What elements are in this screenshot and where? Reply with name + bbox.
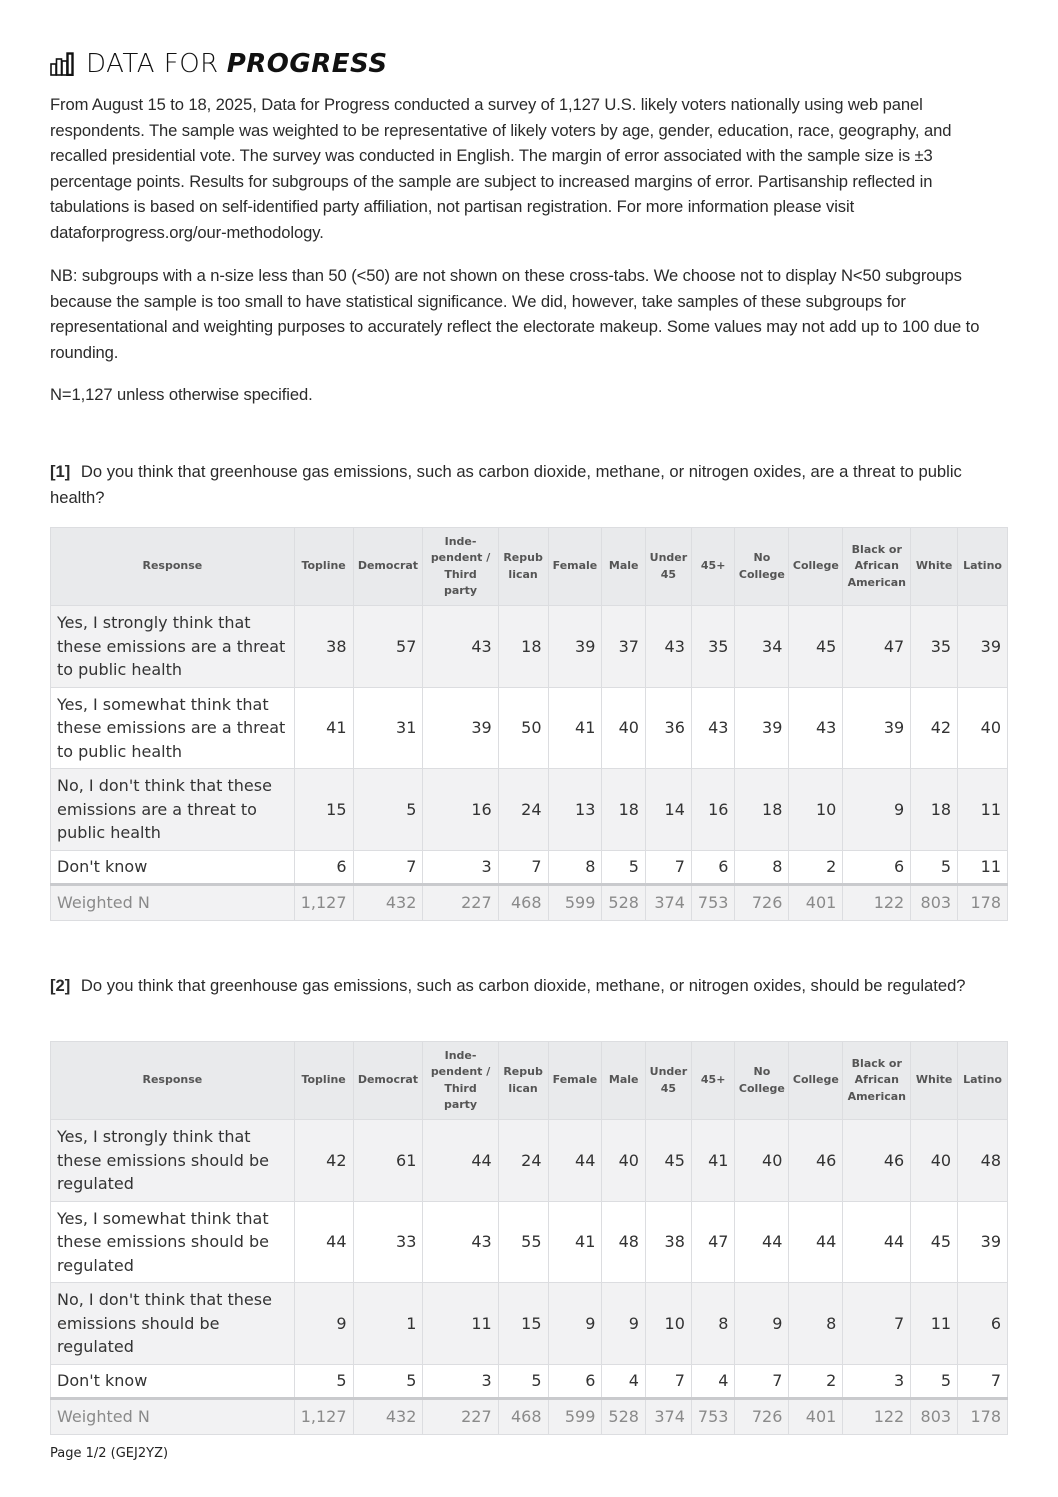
value-cell: 5 — [911, 850, 958, 884]
value-cell: 37 — [602, 606, 646, 688]
value-cell: 44 — [294, 1201, 353, 1283]
response-label: No, I don't think that these emissions should be regulated — [51, 1283, 295, 1365]
header-row — [51, 528, 1008, 606]
value-cell: 45 — [911, 1201, 958, 1283]
value-cell: 6 — [958, 1283, 1008, 1365]
weighted-n-cell: 803 — [911, 884, 958, 920]
weighted-n-cell: 432 — [353, 1398, 423, 1434]
value-cell: 39 — [423, 687, 498, 769]
logo-text-bold: PROGRESS — [226, 49, 388, 79]
value-cell: 11 — [911, 1283, 958, 1365]
crosstab-table-1 — [50, 527, 1008, 921]
table-row — [51, 606, 1008, 688]
value-cell: 39 — [958, 1201, 1008, 1283]
weighted-n-cell: 803 — [911, 1398, 958, 1434]
weighted-n-cell: 599 — [548, 884, 602, 920]
value-cell: 10 — [645, 1283, 691, 1365]
value-cell: 4 — [691, 1364, 735, 1398]
value-cell: 41 — [691, 1120, 735, 1202]
weighted-n-label: Weighted N — [51, 884, 295, 920]
weighted-n-cell: 599 — [548, 1398, 602, 1434]
response-label: Yes, I somewhat think that these emissions should be regulated — [51, 1201, 295, 1283]
weighted-n-cell: 401 — [789, 884, 843, 920]
value-cell: 16 — [691, 769, 735, 851]
weighted-n-cell: 122 — [843, 1398, 911, 1434]
value-cell: 13 — [548, 769, 602, 851]
question-text: Do you think that greenhouse gas emissions, such as carbon dioxide, methane, or nitrogen oxides, are a threat to public health? — [50, 462, 962, 507]
value-cell: 8 — [548, 850, 602, 884]
value-cell: 5 — [911, 1364, 958, 1398]
value-cell: 7 — [843, 1283, 911, 1365]
value-cell: 43 — [691, 687, 735, 769]
column-header: Repub lican — [498, 528, 548, 606]
value-cell: 50 — [498, 687, 548, 769]
column-header: Male — [602, 1042, 646, 1120]
value-cell: 31 — [353, 687, 423, 769]
value-cell: 40 — [911, 1120, 958, 1202]
value-cell: 35 — [691, 606, 735, 688]
logo-text-light: DATA FOR — [86, 49, 219, 79]
value-cell: 9 — [843, 769, 911, 851]
column-header: Under 45 — [645, 528, 691, 606]
value-cell: 34 — [735, 606, 789, 688]
value-cell: 6 — [294, 850, 353, 884]
weighted-n-row — [51, 1398, 1008, 1434]
value-cell: 15 — [294, 769, 353, 851]
column-header: Black or African American — [843, 1042, 911, 1120]
weighted-n-cell: 374 — [645, 884, 691, 920]
value-cell: 5 — [294, 1364, 353, 1398]
value-cell: 18 — [602, 769, 646, 851]
column-header: 45+ — [691, 1042, 735, 1120]
column-header: White — [911, 528, 958, 606]
column-header: Black or African American — [843, 528, 911, 606]
question-number: [2] — [50, 976, 71, 995]
column-header: Democrat — [353, 528, 423, 606]
response-label: Don't know — [51, 850, 295, 884]
weighted-n-cell: 726 — [735, 1398, 789, 1434]
column-header: Topline — [294, 1042, 353, 1120]
question-text: Do you think that greenhouse gas emissions, such as carbon dioxide, methane, or nitrogen oxides, should be regulated? — [80, 976, 966, 995]
value-cell: 3 — [423, 850, 498, 884]
value-cell: 6 — [843, 850, 911, 884]
value-cell: 41 — [548, 1201, 602, 1283]
value-cell: 45 — [645, 1120, 691, 1202]
value-cell: 39 — [548, 606, 602, 688]
value-cell: 5 — [602, 850, 646, 884]
weighted-n-cell: 1,127 — [294, 1398, 353, 1434]
value-cell: 3 — [843, 1364, 911, 1398]
methodology-paragraph: From August 15 to 18, 2025, Data for Progress conducted a survey of 1,127 U.S. likely voters nationally using web panel respondents. The sample was weighted to be representative of likely voters by age, gender, education, race, geography, and recalled presidential vote. The survey was conducted in English. The margin of error associated with the sample size is ±3 percentage points. Results for subgroups of the sample are subject to increased margins of error. Partisanship reflected in tabulations is based on self-identified party affiliation, not partisan registration. For more information please visit dataforprogress.org/our-methodology. — [50, 95, 952, 242]
value-cell: 5 — [498, 1364, 548, 1398]
value-cell: 7 — [645, 850, 691, 884]
weighted-n-cell: 401 — [789, 1398, 843, 1434]
value-cell: 5 — [353, 1364, 423, 1398]
value-cell: 15 — [498, 1283, 548, 1365]
value-cell: 35 — [911, 606, 958, 688]
weighted-n-cell: 1,127 — [294, 884, 353, 920]
value-cell: 11 — [958, 769, 1008, 851]
column-header: No College — [735, 528, 789, 606]
value-cell: 18 — [735, 769, 789, 851]
value-cell: 41 — [548, 687, 602, 769]
column-header: Female — [548, 528, 602, 606]
value-cell: 2 — [789, 1364, 843, 1398]
weighted-n-cell: 227 — [423, 884, 498, 920]
value-cell: 39 — [843, 687, 911, 769]
value-cell: 44 — [843, 1201, 911, 1283]
column-header: Inde- pendent / Third party — [423, 528, 498, 606]
value-cell: 10 — [789, 769, 843, 851]
question-2 — [50, 973, 1010, 999]
value-cell: 43 — [645, 606, 691, 688]
value-cell: 9 — [294, 1283, 353, 1365]
response-label: Yes, I strongly think that these emissions are a threat to public health — [51, 606, 295, 688]
value-cell: 48 — [602, 1201, 646, 1283]
column-header: Inde- pendent / Third party — [423, 1042, 498, 1120]
value-cell: 7 — [645, 1364, 691, 1398]
value-cell: 9 — [602, 1283, 646, 1365]
value-cell: 38 — [294, 606, 353, 688]
question-1 — [50, 459, 1010, 511]
value-cell: 46 — [789, 1120, 843, 1202]
column-header: Under 45 — [645, 1042, 691, 1120]
bar-chart-logo-icon — [50, 52, 74, 76]
value-cell: 18 — [498, 606, 548, 688]
value-cell: 46 — [843, 1120, 911, 1202]
value-cell: 9 — [735, 1283, 789, 1365]
table-row — [51, 769, 1008, 851]
value-cell: 11 — [958, 850, 1008, 884]
table-row — [51, 1283, 1008, 1365]
weighted-n-cell: 432 — [353, 884, 423, 920]
weighted-n-cell: 468 — [498, 884, 548, 920]
value-cell: 41 — [294, 687, 353, 769]
value-cell: 8 — [691, 1283, 735, 1365]
value-cell: 44 — [423, 1120, 498, 1202]
table-row — [51, 850, 1008, 884]
value-cell: 61 — [353, 1120, 423, 1202]
weighted-n-cell: 753 — [691, 884, 735, 920]
value-cell: 43 — [789, 687, 843, 769]
weighted-n-cell: 468 — [498, 1398, 548, 1434]
response-label: Yes, I strongly think that these emissions should be regulated — [51, 1120, 295, 1202]
table-row — [51, 687, 1008, 769]
logo — [50, 49, 388, 79]
value-cell: 42 — [294, 1120, 353, 1202]
value-cell: 40 — [735, 1120, 789, 1202]
value-cell: 44 — [789, 1201, 843, 1283]
value-cell: 9 — [548, 1283, 602, 1365]
weighted-n-cell: 528 — [602, 884, 646, 920]
weighted-n-cell: 178 — [958, 1398, 1008, 1434]
value-cell: 24 — [498, 769, 548, 851]
weighted-n-cell: 122 — [843, 884, 911, 920]
value-cell: 44 — [548, 1120, 602, 1202]
column-header: Latino — [958, 528, 1008, 606]
table-row — [51, 1364, 1008, 1398]
value-cell: 36 — [645, 687, 691, 769]
column-header: 45+ — [691, 528, 735, 606]
value-cell: 2 — [789, 850, 843, 884]
value-cell: 38 — [645, 1201, 691, 1283]
value-cell: 16 — [423, 769, 498, 851]
value-cell: 42 — [911, 687, 958, 769]
value-cell: 55 — [498, 1201, 548, 1283]
value-cell: 4 — [602, 1364, 646, 1398]
weighted-n-cell: 753 — [691, 1398, 735, 1434]
value-cell: 40 — [602, 687, 646, 769]
value-cell: 44 — [735, 1201, 789, 1283]
value-cell: 11 — [423, 1283, 498, 1365]
column-header: Response — [51, 1042, 295, 1120]
table-row — [51, 1120, 1008, 1202]
value-cell: 8 — [735, 850, 789, 884]
response-label: No, I don't think that these emissions are a threat to public health — [51, 769, 295, 851]
column-header: Male — [602, 528, 646, 606]
value-cell: 47 — [691, 1201, 735, 1283]
weighted-n-cell: 374 — [645, 1398, 691, 1434]
value-cell: 6 — [548, 1364, 602, 1398]
value-cell: 1 — [353, 1283, 423, 1365]
column-header: College — [789, 528, 843, 606]
value-cell: 47 — [843, 606, 911, 688]
column-header: No College — [735, 1042, 789, 1120]
value-cell: 39 — [735, 687, 789, 769]
value-cell: 18 — [911, 769, 958, 851]
weighted-n-cell: 227 — [423, 1398, 498, 1434]
value-cell: 7 — [958, 1364, 1008, 1398]
question-number: [1] — [50, 462, 71, 481]
value-cell: 24 — [498, 1120, 548, 1202]
value-cell: 40 — [602, 1120, 646, 1202]
page-footer: Page 1/2 (GEJ2YZ) — [50, 1446, 169, 1461]
weighted-n-cell: 726 — [735, 884, 789, 920]
column-header: College — [789, 1042, 843, 1120]
column-header: White — [911, 1042, 958, 1120]
value-cell: 6 — [691, 850, 735, 884]
value-cell: 33 — [353, 1201, 423, 1283]
value-cell: 8 — [789, 1283, 843, 1365]
weighted-n-cell: 528 — [602, 1398, 646, 1434]
table-row — [51, 1201, 1008, 1283]
response-label: Don't know — [51, 1364, 295, 1398]
value-cell: 14 — [645, 769, 691, 851]
nb-paragraph: NB: subgroups with a n-size less than 50 (<50) are not shown on these cross-tabs. We choose not to display N<50 subgroups because the sample is too small to have statistical significance. We did, however, take samples of these subgroups for representational and weighting purposes to accurately reflect the electorate makeup. Some values may not add up to 100 due to rounding. — [50, 266, 980, 362]
value-cell: 48 — [958, 1120, 1008, 1202]
value-cell: 5 — [353, 769, 423, 851]
crosstab-table-2 — [50, 1041, 1008, 1435]
value-cell: 7 — [498, 850, 548, 884]
value-cell: 40 — [958, 687, 1008, 769]
value-cell: 3 — [423, 1364, 498, 1398]
weighted-n-label: Weighted N — [51, 1398, 295, 1434]
weighted-n-row — [51, 884, 1008, 920]
value-cell: 45 — [789, 606, 843, 688]
sample-size-note: N=1,127 unless otherwise specified. — [50, 385, 313, 404]
header-row — [51, 1042, 1008, 1120]
value-cell: 7 — [735, 1364, 789, 1398]
column-header: Repub lican — [498, 1042, 548, 1120]
value-cell: 57 — [353, 606, 423, 688]
value-cell: 43 — [423, 606, 498, 688]
column-header: Response — [51, 528, 295, 606]
value-cell: 7 — [353, 850, 423, 884]
column-header: Latino — [958, 1042, 1008, 1120]
column-header: Democrat — [353, 1042, 423, 1120]
column-header: Female — [548, 1042, 602, 1120]
column-header: Topline — [294, 528, 353, 606]
value-cell: 43 — [423, 1201, 498, 1283]
value-cell: 39 — [958, 606, 1008, 688]
response-label: Yes, I somewhat think that these emissions are a threat to public health — [51, 687, 295, 769]
weighted-n-cell: 178 — [958, 884, 1008, 920]
